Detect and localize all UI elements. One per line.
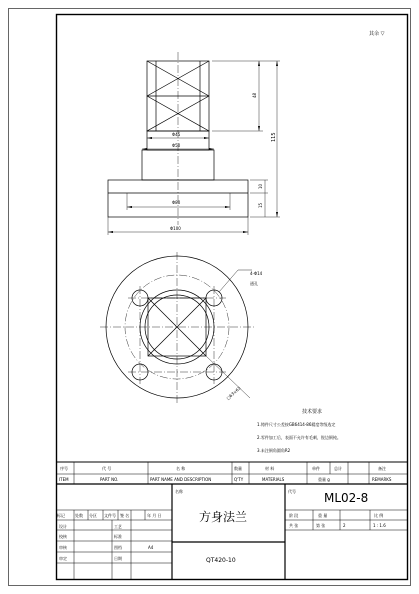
dim-height-10: 10	[258, 183, 263, 189]
parts-weight: 重量 g	[318, 477, 330, 482]
row-review: 审核	[59, 545, 67, 550]
parts-qty-en: Q'TY	[234, 477, 244, 482]
parts-unit-weight: 单件	[312, 466, 320, 471]
parts-remark: 备注	[378, 466, 386, 471]
row-archive: 图档	[114, 545, 122, 550]
parts-name: 名 称	[176, 466, 186, 471]
weight-header: 重 量	[318, 513, 328, 518]
square-dimension: □63×63	[225, 385, 242, 401]
rev-sign: 签 名	[120, 513, 130, 518]
tech-title: 技术要求	[302, 409, 323, 415]
parts-seq: 序号	[60, 466, 68, 471]
parts-remark-en: REMARKS	[372, 477, 392, 482]
rev-date: 年 月 日	[147, 513, 162, 518]
holes-label: 4-Φ14	[250, 271, 263, 276]
sheet-no: 第 张	[316, 523, 326, 528]
row-date: 日期	[114, 556, 122, 561]
code-label: 代号	[288, 489, 296, 494]
drawing-code: ML02-8	[324, 491, 369, 505]
parts-material: 材 料	[265, 466, 275, 471]
sheet-count: 共 张	[289, 523, 299, 528]
row-standard: 标准	[114, 534, 122, 539]
scale-value: 1 : 1.6	[373, 523, 386, 528]
rev-zone: 分区	[89, 513, 97, 518]
surface-finish-note: 其余 ▽	[369, 31, 385, 37]
row-check: 校核	[59, 534, 67, 539]
row-process: 工艺	[114, 524, 122, 529]
rev-count: 处数	[75, 513, 83, 518]
stage-header: 阶 段	[289, 513, 299, 518]
weight-value: 2	[343, 523, 346, 528]
dim-width-45: Φ45	[172, 132, 181, 137]
tech-item-3: 3.未注倒角圆角R2	[257, 448, 291, 453]
tech-item-2: 2.零件加工后，表面不允许有毛刺，锐边倒钝。	[257, 435, 341, 440]
dim-width-100: Φ100	[170, 226, 181, 231]
holes-sub-label: 通孔	[250, 281, 258, 286]
dim-height-115: 115	[271, 132, 277, 142]
parts-code-en: PART NO.	[100, 477, 119, 482]
front-dimensions	[108, 61, 280, 235]
parts-code: 代 号	[102, 466, 112, 471]
parts-seq-en: ITEM	[59, 477, 69, 482]
scale-header: 比 例	[374, 513, 384, 518]
dim-height-48: 48	[252, 92, 257, 98]
parts-material-en: MATERIALS	[262, 477, 285, 482]
square-leader	[206, 356, 250, 398]
rev-file: 文件号	[104, 513, 116, 518]
dim-width-50: Φ50	[172, 143, 181, 148]
row-approve: 审定	[59, 556, 67, 561]
title-fill-label: 名称	[175, 489, 183, 494]
parts-qty: 数量	[234, 466, 242, 471]
row-archive-extra: A4	[148, 545, 154, 550]
drawing-name: 方身法兰	[199, 510, 248, 524]
dim-width-80: Φ80	[172, 200, 181, 205]
drawing-material: QT420-10	[206, 557, 236, 564]
parts-name-en: PART NAME AND DESCRIPTION	[150, 477, 212, 482]
dim-height-15: 15	[258, 202, 263, 208]
parts-total-weight: 总计	[334, 466, 342, 471]
row-design: 设计	[59, 524, 67, 529]
rev-mark: 标记	[57, 513, 65, 518]
tech-item-1: 1.铸件尺寸公差按GB6414-86精度等级选定	[257, 422, 336, 427]
